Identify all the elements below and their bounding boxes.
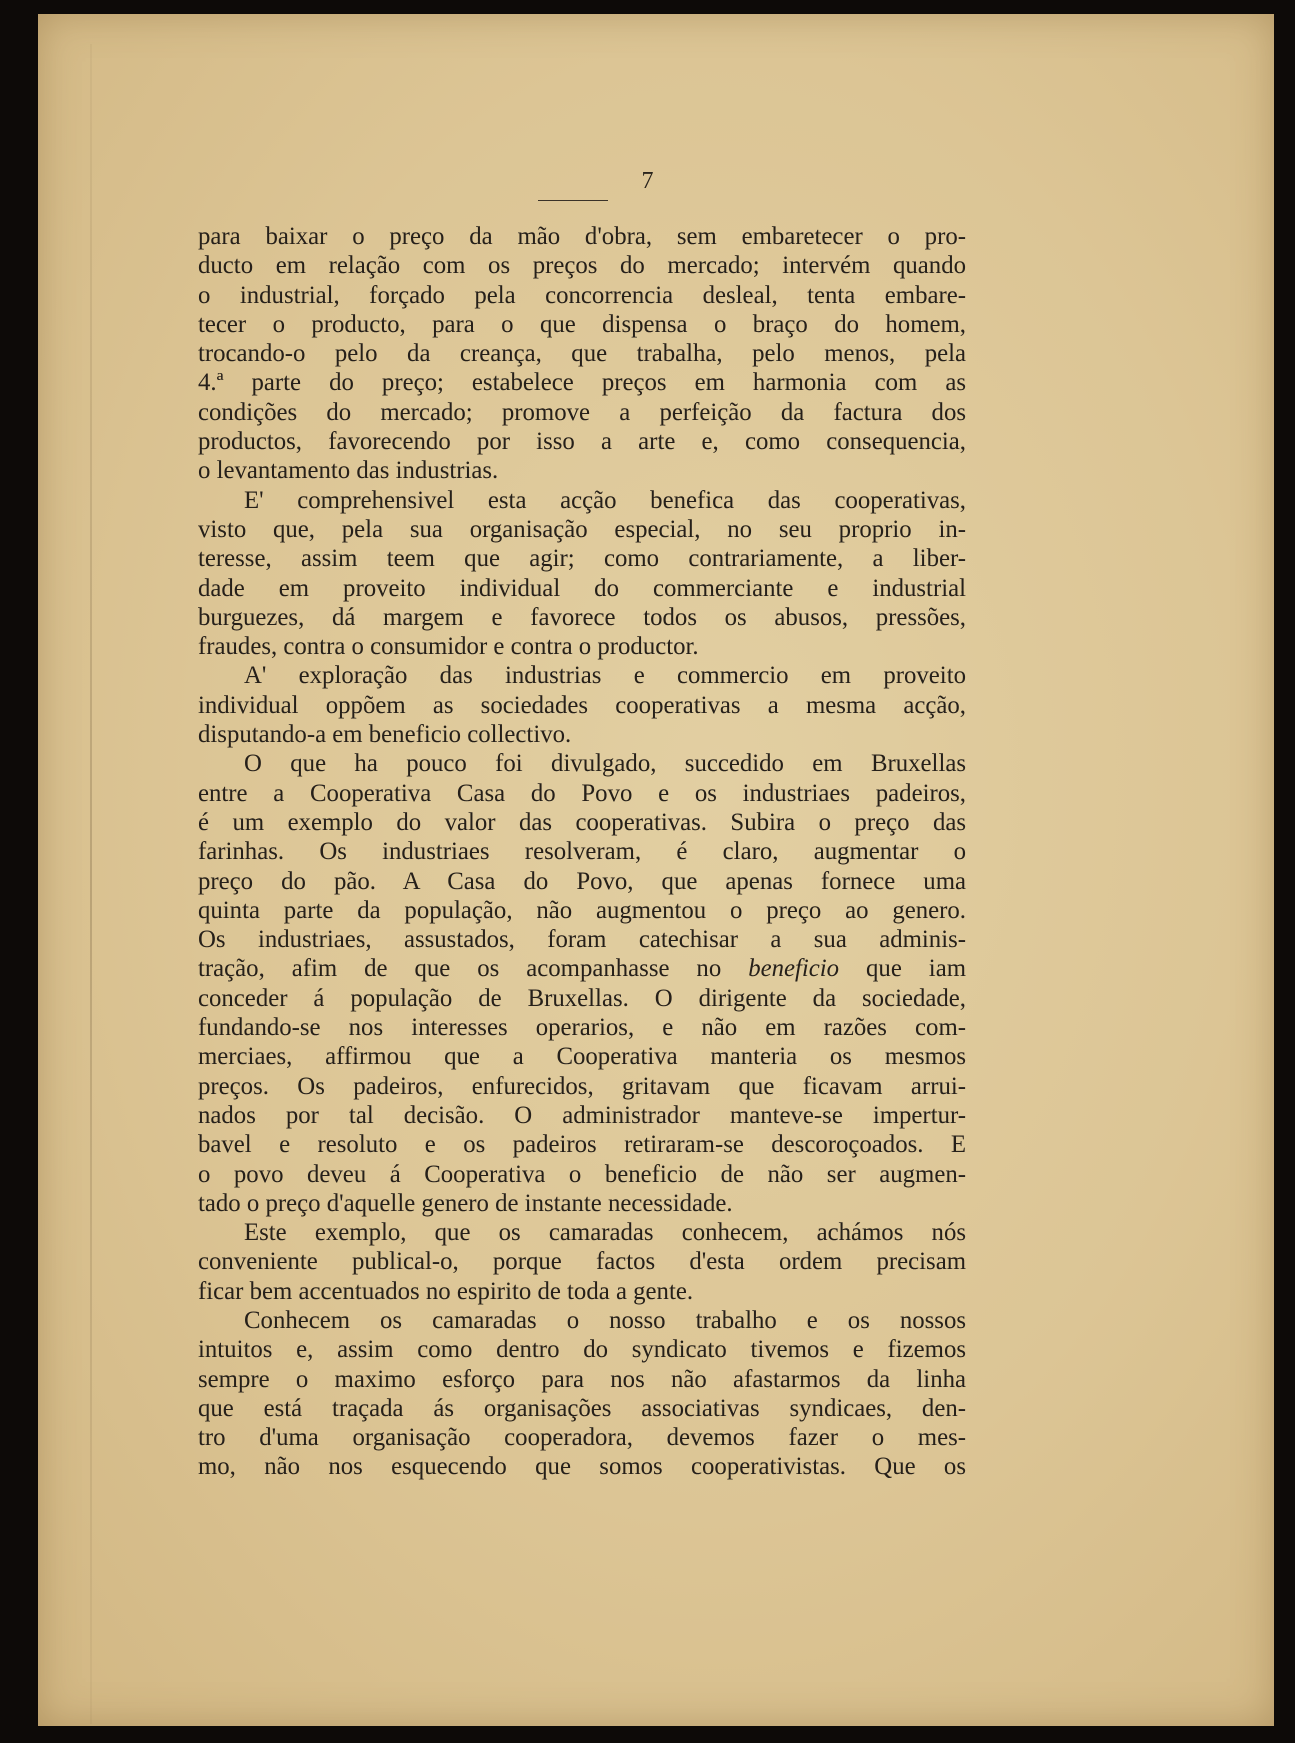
text-line: O que ha pouco foi divulgado, succedido em Bruxellas — [244, 750, 966, 778]
text-line: tado o preço d'aquelle genero de instante necessidade. — [198, 1189, 733, 1217]
text-line: fraudes, contra o consumidor e contra o productor. — [198, 633, 699, 661]
text-line: burguezes, dá margem e favorece todos os abusos, pressões, — [198, 603, 966, 631]
text-line: o levantamento das industrias. — [198, 457, 499, 485]
text-line: individual oppõem as sociedades cooperativas a mesma acção, — [198, 691, 966, 719]
text-line: intuitos e, assim como dentro do syndicato tivemos e fizemos — [198, 1336, 966, 1364]
text-line: productos, favorecendo por isso a arte e, como consequencia, — [198, 428, 966, 456]
text-line: preço do pão. A Casa do Povo, que apenas fornece uma — [198, 867, 966, 895]
text-line: dade em proveito individual do commerciante e industrial — [198, 574, 966, 602]
text-line: A' exploração das industrias e commercio em proveito — [244, 662, 966, 690]
text-line: bavel e resoluto e os padeiros retiraram-se descoroçoados. E — [198, 1131, 966, 1159]
text-line: condições do mercado; promove a perfeição da factura dos — [198, 398, 966, 426]
text-line: farinhas. Os industriaes resolveram, é claro, augmentar o — [198, 838, 966, 866]
text-line: o industrial, forçado pela concorrencia desleal, tenta embare- — [198, 281, 966, 309]
text-line: disputando-a em beneficio collectivo. — [198, 721, 572, 749]
text-line: E' comprehensivel esta acção benefica das cooperativas, — [244, 486, 966, 514]
text-line: 4.ª parte do preço; estabelece preços em harmonia com as — [198, 369, 966, 397]
text-line: Conhecem os camaradas o nosso trabalho e os nossos — [244, 1306, 966, 1334]
text-line: nados por tal decisão. O administrador manteve-se impertur- — [198, 1101, 966, 1129]
text-line: preços. Os padeiros, enfurecidos, gritavam que ficavam arrui- — [198, 1072, 966, 1100]
text-line: entre a Cooperativa Casa do Povo e os industriaes padeiros, — [198, 779, 966, 807]
italic-word: beneficio — [748, 955, 840, 983]
body-text — [198, 222, 966, 1482]
page-number-rule — [538, 200, 608, 201]
text-line: para baixar o preço da mão d'obra, sem embaretecer o pro- — [198, 223, 966, 250]
text-line: teresse, assim teem que agir; como contrariamente, a liber- — [198, 545, 966, 573]
text-line: mo, não nos esquecendo que somos cooperativistas. Que os — [198, 1453, 966, 1481]
text-line: tecer o producto, para o que dispensa o braço do homem, — [198, 310, 966, 338]
text-line: trocando-o pelo da creança, que trabalha, pelo menos, pela — [198, 340, 966, 368]
text-line: Os industriaes, assustados, foram catechisar a sua adminis- — [198, 926, 966, 954]
text-line: sempre o maximo esforço para nos não afastarmos da linha — [198, 1365, 966, 1393]
text-line: ficar bem accentuados no espirito de toda a gente. — [198, 1277, 694, 1305]
text-line: é um exemplo do valor das cooperativas. Subira o preço das — [198, 808, 966, 836]
text-line: conveniente publical-o, porque factos d'esta ordem precisam — [198, 1248, 966, 1276]
page-number: 7 — [641, 168, 654, 194]
text-line: fundando-se nos interesses operarios, e não em razões com- — [198, 1014, 966, 1042]
text-line: que está traçada ás organisações associativas syndicaes, den- — [198, 1394, 966, 1422]
text-line: tro d'uma organisação cooperadora, devemos fazer o mes- — [198, 1424, 966, 1452]
text-line: quinta parte da população, não augmentou o preço ao genero. — [198, 896, 966, 924]
text-line: ducto em relação com os preços do mercado; intervém quando — [198, 252, 966, 280]
text-line: tração, afim de que os acompanhasse no beneficio que iam — [198, 955, 966, 983]
text-line: visto que, pela sua organisação especial, no seu proprio in- — [198, 515, 966, 543]
text-line: o povo deveu á Cooperativa o beneficio de não ser augmen- — [198, 1160, 966, 1188]
text-line: Este exemplo, que os camaradas conhecem, achámos nós — [244, 1219, 966, 1247]
text-line: conceder á população de Bruxellas. O dirigente da sociedade, — [198, 984, 966, 1012]
text-line: merciaes, affirmou que a Cooperativa manteria os mesmos — [198, 1043, 966, 1071]
page-fold-shadow — [90, 44, 92, 1724]
